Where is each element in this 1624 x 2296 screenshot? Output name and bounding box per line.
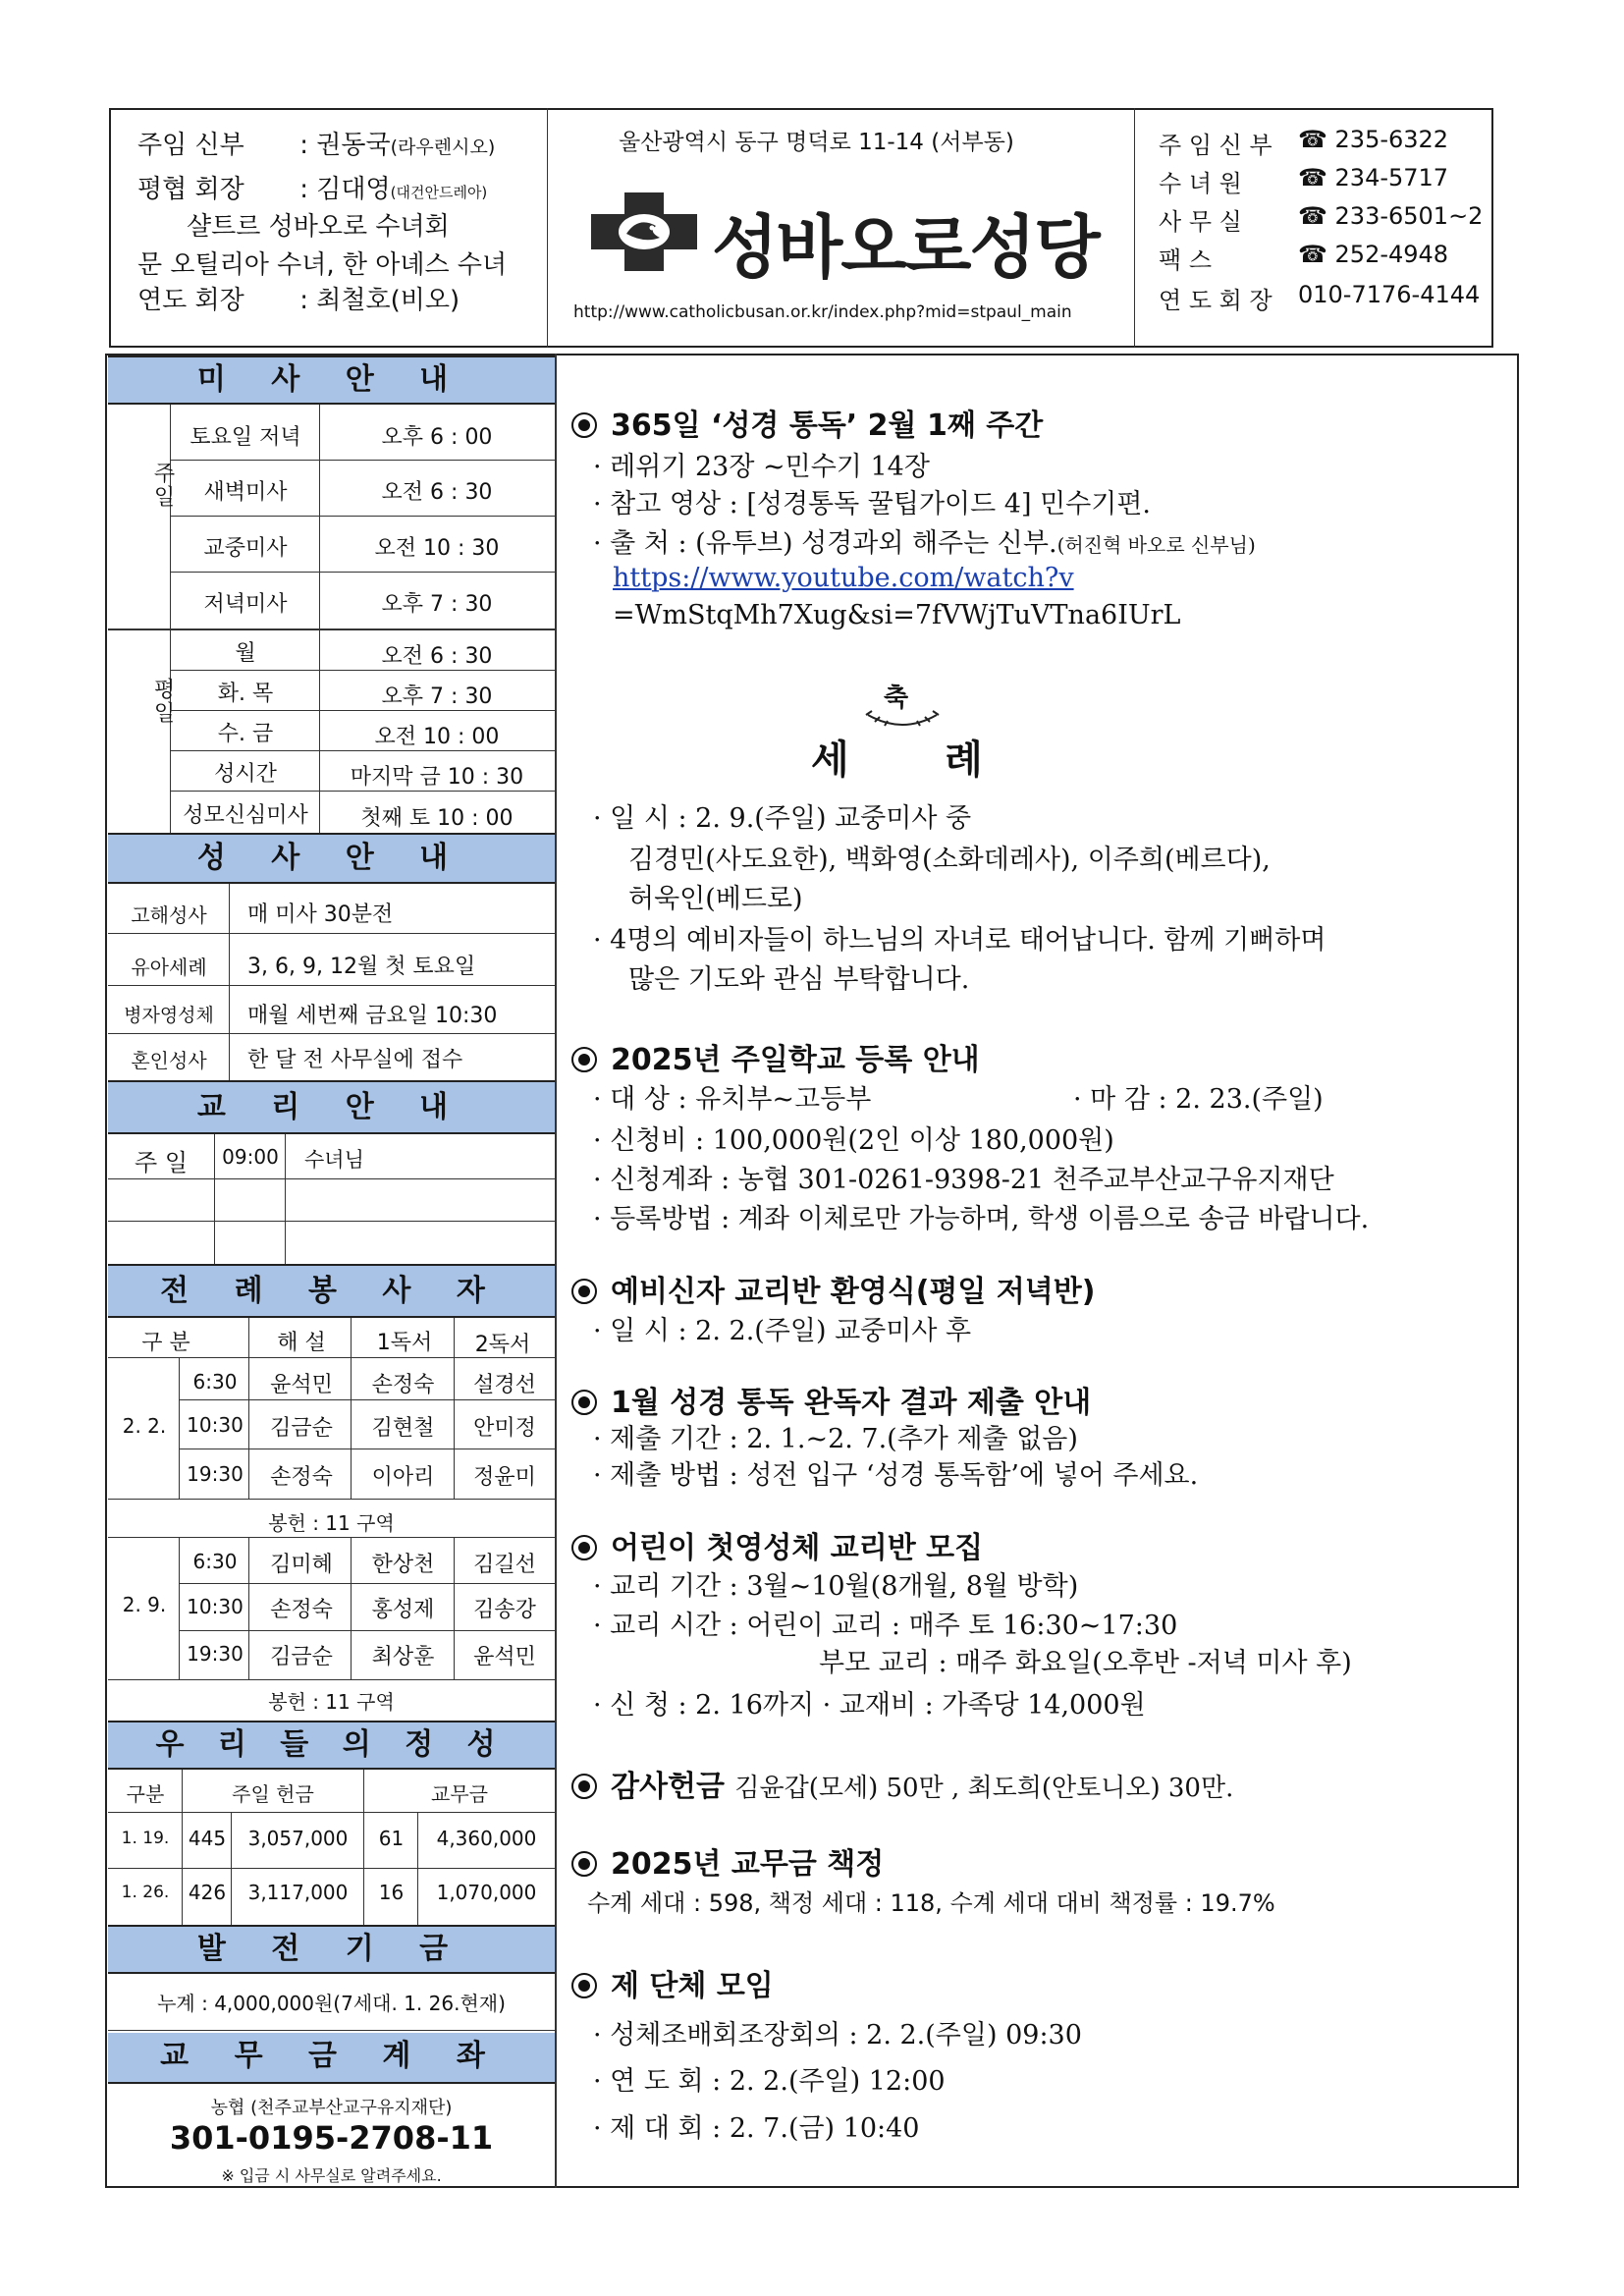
servers-reader2: 설경선 <box>473 1373 536 1397</box>
council-label: 평협 회장 <box>137 175 244 204</box>
row-line <box>179 1630 555 1631</box>
servers-reader1: 최상훈 <box>371 1645 435 1669</box>
servers-commentator: 김금순 <box>270 1645 333 1669</box>
weekday-mass-time: 오전 10 : 00 <box>374 725 500 749</box>
servers-reader2: 정윤미 <box>473 1465 536 1490</box>
phone-label-yeondo: 연 도 회 장 <box>1159 287 1272 314</box>
servers-col-header: 구 분 <box>141 1331 190 1355</box>
servers-time: 6:30 <box>192 1370 238 1394</box>
sacrament-desc: 매 미사 30분전 <box>247 902 394 927</box>
communion-line: · 교리 시간 : 어린이 교리 : 매주 토 16:30~17:30 <box>593 1611 1178 1641</box>
sacrament-desc: 3, 6, 9, 12월 첫 토요일 <box>247 955 476 979</box>
offering-col-header: 교무금 <box>431 1782 488 1806</box>
sisters-names: 문 오틸리아 수녀, 한 아녜스 수녀 <box>137 250 508 280</box>
catechism-day: 주 일 <box>135 1149 188 1176</box>
thanks-section <box>571 1762 1233 1805</box>
cross-dove-logo-icon <box>587 189 701 275</box>
church-name: 성바오로성당 <box>712 207 1099 288</box>
row-line <box>108 1499 555 1500</box>
bible-section-title <box>571 401 1043 444</box>
servers-col-div <box>454 1318 455 1499</box>
catechism-header: 교 리 안 내 <box>108 1080 555 1134</box>
offering-col-header: 주일 헌금 <box>232 1782 314 1806</box>
phone-label-fax: 팩 스 <box>1159 246 1212 274</box>
pastor-baptismal: (라우렌시오) <box>390 137 496 158</box>
offering-date: 1. 26. <box>121 1883 170 1902</box>
thanks-text: 김윤갑(모세) 50만 , 최도희(안토니오) 30만. <box>734 1774 1234 1803</box>
baptism-line: 허욱인(베드로) <box>628 884 803 914</box>
bible-done-line: · 제출 기간 : 2. 1.~2. 7.(추가 제출 없음) <box>593 1424 1078 1454</box>
catechism-time: 09:00 <box>222 1145 279 1169</box>
servers-commentator: 손정숙 <box>270 1598 333 1622</box>
row-line <box>108 985 555 986</box>
row-line <box>108 1221 555 1222</box>
bullet-circle-icon <box>571 1774 597 1799</box>
youtube-link-query[interactable]: =WmStqMh7Xug&si=7fVWjTuVTna6IUrL <box>613 600 1181 630</box>
account-bank: 농협 (천주교부산교구유지재단) <box>210 2098 453 2118</box>
sacrament-name: 유아세례 <box>131 956 207 979</box>
youtube-link[interactable]: https://www.youtube.com/watch?v <box>613 563 1074 593</box>
sacrament-desc: 매월 세번째 금요일 10:30 <box>247 1004 498 1028</box>
sacrament-header: 성 사 안 내 <box>108 833 555 884</box>
fund-total: 누계 : 4,000,000원(7세대. 1. 26.현재) <box>157 1992 506 2015</box>
servers-commentator: 김금순 <box>270 1416 333 1441</box>
sunday-mass-name: 토요일 저녁 <box>189 425 301 450</box>
groups-line: · 연 도 회 : 2. 2.(주일) 12:00 <box>593 2066 946 2097</box>
header-divider-1 <box>547 108 548 348</box>
school-section-title <box>571 1035 980 1078</box>
servers-offertory: 봉헌 : 11 구역 <box>268 1690 395 1714</box>
pastor-name: : 권동국 <box>299 131 391 160</box>
baptism-line: · 일 시 : 2. 9.(주일) 교중미사 중 <box>593 803 972 834</box>
servers-header: 전 례 봉 사 자 <box>108 1264 555 1318</box>
row-line <box>179 1399 555 1400</box>
sunday-mass-name: 저녁미사 <box>203 592 288 617</box>
mass-schedule-header: 미 사 안 내 <box>108 355 555 405</box>
church-url[interactable]: http://www.catholicbusan.or.kr/index.php?mid=stpaul_main <box>573 302 1072 322</box>
phone-pastor: ☎ 235-6322 <box>1298 126 1449 153</box>
bullet-circle-icon <box>571 1851 597 1877</box>
school-line: · 신청비 : 100,000원(2인 이상 180,000원) <box>593 1125 1114 1156</box>
weekday-mass-time: 오후 7 : 30 <box>381 684 493 709</box>
offering-col-div <box>182 1770 183 1925</box>
servers-reader2: 김송강 <box>473 1598 536 1622</box>
offering-dues-count: 16 <box>378 1881 405 1904</box>
phone-label-convent: 수 녀 원 <box>1159 170 1242 197</box>
groups-title-text: 제 단체 모임 <box>611 1969 774 2003</box>
thanks-title-text: 감사헌금 <box>611 1770 725 1804</box>
column-divider <box>555 354 557 2188</box>
servers-time: 19:30 <box>187 1462 244 1486</box>
weekday-mass-time: 첫째 토 10 : 00 <box>360 806 514 831</box>
yeondo-label: 연도 회장 <box>137 286 244 315</box>
sisters-order: 샬트르 성바오로 수녀회 <box>187 212 450 242</box>
congrats-emblem: 축 <box>884 683 909 713</box>
catechism-teacher: 수녀님 <box>304 1148 364 1172</box>
school-title-text: 2025년 주일학교 등록 안내 <box>611 1043 980 1077</box>
weekday-label: 평일 <box>150 678 175 725</box>
servers-commentator: 윤석민 <box>270 1373 333 1397</box>
offering-sunday-count: 426 <box>188 1881 227 1904</box>
servers-commentator: 김미혜 <box>270 1553 333 1577</box>
offering-date: 1. 19. <box>121 1829 170 1848</box>
groups-line: · 성체조배회조장회의 : 2. 2.(주일) 09:30 <box>593 2020 1082 2050</box>
servers-col-header: 1독서 <box>376 1331 433 1355</box>
row-line <box>170 516 555 517</box>
row-line <box>108 933 555 934</box>
bullet-circle-icon <box>571 1973 597 1998</box>
weekday-mass-time: 마지막 금 10 : 30 <box>350 765 524 790</box>
council-name: : 김대영 <box>299 175 391 204</box>
row-line <box>170 572 555 573</box>
bible-done-line: · 제출 방법 : 성전 입구 ‘성경 통독함’에 넣어 주세요. <box>593 1460 1199 1491</box>
servers-reader1: 홍성제 <box>371 1598 435 1622</box>
offering-dues-count: 61 <box>378 1827 405 1850</box>
catechism-col-div-1 <box>214 1134 215 1264</box>
offering-dues-amount: 4,360,000 <box>436 1827 537 1850</box>
servers-date: 2. 9. <box>122 1593 167 1616</box>
dues-text: 수계 세대 : 598, 책정 세대 : 118, 수계 세대 대비 책정률 : 19.7% <box>587 1889 1275 1917</box>
church-address: 울산광역시 동구 명덕로 11-14 (서부동) <box>619 130 1014 155</box>
weekday-mass-name: 성모신심미사 <box>183 803 308 828</box>
baptism-line: 많은 기도와 관심 부탁합니다. <box>628 964 970 995</box>
sunday-mass-name: 새벽미사 <box>203 480 288 505</box>
row-line <box>108 1178 555 1179</box>
bullet-circle-icon <box>571 1279 597 1304</box>
dues-title-text: 2025년 교무금 책정 <box>611 1847 885 1882</box>
school-line: · 대 상 : 유치부~고등부 <box>593 1084 872 1115</box>
servers-col-header: 해 설 <box>277 1331 326 1355</box>
communion-title-text: 어린이 첫영성체 교리반 모집 <box>611 1531 984 1565</box>
welcome-title-text: 예비신자 교리반 환영식(평일 저녁반) <box>611 1275 1096 1309</box>
sunday-mass-time: 오후 6 : 00 <box>381 425 493 450</box>
bible-line: · 참고 영상 : [성경통독 꿀팁가이드 4] 민수기편. <box>593 489 1151 519</box>
sunday-label: 주일 <box>150 462 175 509</box>
servers-col-div <box>454 1537 455 1679</box>
servers-col-div <box>179 1537 180 1679</box>
phone-label-office: 사 무 실 <box>1159 208 1242 236</box>
offering-dues-amount: 1,070,000 <box>436 1881 537 1904</box>
communion-line: 부모 교리 : 매주 화요일(오후반 -저녁 미사 후) <box>819 1648 1352 1678</box>
offering-col-header: 구분 <box>126 1782 165 1806</box>
weekday-mass-name: 수. 금 <box>217 722 274 746</box>
servers-time: 19:30 <box>187 1642 244 1666</box>
servers-reader2: 안미정 <box>473 1416 536 1441</box>
servers-reader1: 손정숙 <box>371 1373 435 1397</box>
sacrament-desc: 한 달 전 사무실에 접수 <box>247 1048 463 1072</box>
bullet-circle-icon <box>571 1535 597 1560</box>
servers-col-header: 2독서 <box>474 1333 531 1357</box>
servers-commentator: 손정숙 <box>270 1465 333 1490</box>
servers-col-div <box>351 1537 352 1679</box>
weekday-mass-name: 화. 목 <box>217 682 274 706</box>
communion-line: · 신 청 : 2. 16까지 · 교재비 : 가족당 14,000원 <box>593 1690 1146 1721</box>
row-line <box>179 1583 555 1584</box>
servers-time: 10:30 <box>187 1413 244 1437</box>
phone-convent: ☎ 234-5717 <box>1298 164 1449 191</box>
bible-source: · 출 처 : (유투브) 성경과외 해주는 신부. <box>593 528 1057 559</box>
sunday-mass-time: 오전 6 : 30 <box>381 480 493 505</box>
row-line <box>170 670 555 671</box>
weekday-mass-name: 성시간 <box>214 762 277 787</box>
phone-office: ☎ 233-6501~2 <box>1298 202 1484 230</box>
account-header: 교 무 금 계 좌 <box>108 2033 555 2084</box>
sacrament-name: 혼인성사 <box>131 1049 207 1072</box>
phone-yeondo: 010-7176-4144 <box>1298 281 1481 308</box>
baptism-line: 김경민(사도요한), 백화영(소화데레사), 이주희(베르다), <box>628 845 1271 875</box>
servers-time: 10:30 <box>187 1595 244 1618</box>
servers-col-div <box>179 1357 180 1499</box>
row-line <box>108 1812 555 1813</box>
communion-section-title <box>571 1523 983 1566</box>
offering-sunday-count: 445 <box>188 1827 227 1850</box>
servers-reader1: 한상천 <box>371 1553 435 1577</box>
offering-header: 우 리 들 의 정 성 <box>108 1721 555 1770</box>
groups-section-title <box>571 1961 774 2004</box>
account-number[interactable]: 301-0195-2708-11 <box>169 2119 494 2157</box>
catechism-col-div-2 <box>285 1134 286 1264</box>
bible-line <box>593 521 1256 560</box>
weekday-mass-name: 월 <box>235 641 256 666</box>
sunday-mass-time: 오후 7 : 30 <box>381 592 493 617</box>
welcome-section-title <box>571 1267 1095 1310</box>
dues-section-title <box>571 1839 884 1883</box>
bible-line: · 레위기 23장 ~민수기 14장 <box>593 452 930 482</box>
bible-done-section-title <box>571 1378 1091 1421</box>
bible-title-text: 365일 ‘성경 통독’ 2월 1째 주간 <box>611 409 1044 443</box>
fund-header: 발 전 기 금 <box>108 1925 555 1974</box>
offering-sunday-amount: 3,117,000 <box>247 1881 349 1904</box>
row-line <box>170 750 555 751</box>
church-logo <box>587 189 701 275</box>
sunday-mass-name: 교중미사 <box>203 536 288 561</box>
servers-reader2: 김길선 <box>473 1553 536 1577</box>
school-line: · 등록방법 : 계좌 이체로만 가능하며, 학생 이름으로 송금 바랍니다. <box>593 1204 1370 1234</box>
bullet-circle-icon <box>571 412 597 438</box>
account-note: ※ 입금 시 사무실로 알려주세요. <box>221 2166 442 2185</box>
bullet-circle-icon <box>571 1047 597 1072</box>
row-line <box>170 710 555 711</box>
row-line <box>170 791 555 792</box>
council-baptismal: (대건안드레아) <box>390 184 488 201</box>
row-line <box>108 629 555 630</box>
groups-line: · 제 대 회 : 2. 7.(금) 10:40 <box>593 2113 920 2144</box>
bible-done-title-text: 1월 성경 통독 완독자 결과 제출 안내 <box>611 1386 1092 1420</box>
yeondo-name: : 최철호(비오) <box>299 286 460 315</box>
row-line <box>108 1537 555 1538</box>
sacrament-col-div <box>229 884 230 1080</box>
baptism-line: · 4명의 예비자들이 하느님의 자녀로 태어납니다. 함께 기뻐하며 <box>593 925 1326 956</box>
row-line <box>108 1679 555 1680</box>
sacrament-name: 고해성사 <box>131 903 207 927</box>
school-line: · 마 감 : 2. 23.(주일) <box>1073 1084 1324 1115</box>
servers-reader1: 김현철 <box>371 1416 435 1441</box>
offering-col-div <box>363 1770 364 1925</box>
row-line <box>170 460 555 461</box>
servers-time: 6:30 <box>192 1550 238 1573</box>
welcome-line: · 일 시 : 2. 2.(주일) 교중미사 후 <box>593 1316 972 1346</box>
row-line <box>108 1357 555 1358</box>
row-line <box>108 1033 555 1034</box>
baptism-title: 세 례 <box>811 737 983 783</box>
header-divider-2 <box>1134 108 1135 348</box>
sacrament-name: 병자영성체 <box>124 1005 214 1026</box>
servers-reader2: 윤석민 <box>473 1645 536 1669</box>
sunday-mass-time: 오전 10 : 30 <box>374 536 500 561</box>
row-line <box>108 2030 555 2031</box>
servers-date: 2. 2. <box>122 1414 167 1438</box>
communion-line: · 교리 기간 : 3월~10월(8개월, 8월 방학) <box>593 1571 1079 1602</box>
row-line <box>108 1868 555 1869</box>
servers-col-div <box>351 1318 352 1499</box>
servers-offertory: 봉헌 : 11 구역 <box>268 1511 395 1535</box>
servers-reader1: 이아리 <box>371 1465 435 1490</box>
weekday-mass-time: 오전 6 : 30 <box>381 644 493 669</box>
bible-source-priest: (허진혁 바오로 신부님) <box>1056 533 1256 557</box>
bullet-circle-icon <box>571 1390 597 1415</box>
mass-col-div-2 <box>319 405 320 833</box>
school-line: · 신청계좌 : 농협 301-0261-9398-21 천주교부산교구유지재단 <box>593 1165 1334 1195</box>
pastor-label: 주임 신부 <box>137 131 244 160</box>
phone-label-pastor: 주 임 신 부 <box>1159 132 1272 159</box>
offering-sunday-amount: 3,057,000 <box>247 1827 349 1850</box>
phone-fax: ☎ 252-4948 <box>1298 241 1449 268</box>
